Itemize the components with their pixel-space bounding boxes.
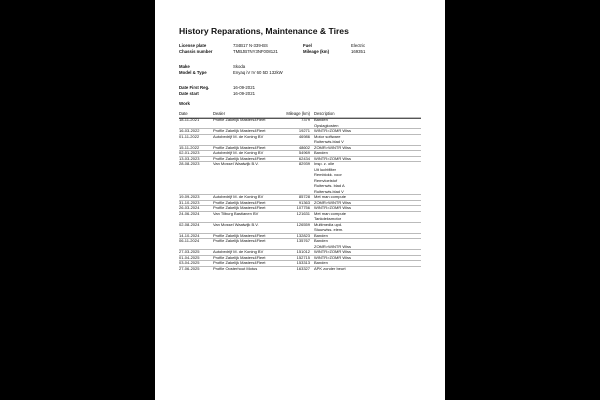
work-section-label: Work (179, 101, 190, 106)
row-description: Opslagkosten (314, 122, 339, 128)
header-description: Description (314, 111, 335, 116)
chassis-label: Chassis number (179, 49, 213, 54)
row-description: APK zonder beurt (314, 265, 346, 271)
row-description: Ruitenwis.blad V (314, 188, 344, 194)
date-start-label: Date start (179, 91, 199, 96)
row-dealer: Autobedrijf M. de Koning BV (213, 194, 264, 199)
row-dealer: Profile Zakelijk Masters4Fleet (213, 232, 266, 238)
row-dealer: Profile Zakelijk Masters4Fleet (213, 205, 266, 210)
row-mileage: 153313 (296, 260, 310, 265)
row-dealer: Autobedrijf M. de Koning BV (213, 249, 264, 254)
make-label: Make (179, 64, 190, 69)
row-description: Met man compute (314, 194, 347, 199)
row-date: 01-04-2025 (179, 254, 200, 260)
row-description: Ruitenwis. blad A (314, 183, 345, 188)
row-date: 15-11-2022 (179, 144, 200, 150)
row-mileage: 91363 (298, 199, 310, 205)
row-description: Stuurwiss. elem. (314, 227, 344, 232)
header-dealer: Dealer (213, 111, 226, 116)
row-date: 03-04-2025 (179, 260, 200, 265)
row-dealer: Van Mossel Waalwijk B.V. (213, 221, 259, 227)
row-description: Met man compute (314, 210, 347, 216)
row-description: WINTR>ZOMR Wiss (314, 155, 351, 161)
row-date: 14-10-2024 (179, 232, 200, 238)
fuel-value: Electric (351, 43, 366, 48)
row-dealer: Profile Zakelijk Masters4Fleet (213, 260, 266, 265)
model-label: Model & Type (179, 70, 207, 75)
license-plate-label: License plate (179, 43, 207, 48)
row-date: 19-09-2023 (179, 194, 200, 199)
row-dealer: Van Tilburg Bastianen BV (213, 210, 259, 216)
row-mileage: 135767 (296, 238, 310, 243)
row-dealer: Profile Zakelijk Masters4Fleet (213, 117, 266, 122)
row-date: 16-03-2022 (179, 128, 200, 133)
header-mileage: Mileage (km) (286, 111, 310, 116)
mileage-value: 169351 (351, 49, 366, 54)
row-date: 28-08-2023 (179, 161, 200, 166)
model-value: Enyaq iV IV 60 5D 132kW (233, 70, 283, 75)
header-date: Date (179, 111, 188, 116)
chassis-value: TMBJB7NY3NF008121 (233, 49, 278, 54)
row-mileage: 19271 (298, 128, 310, 133)
row-description: Multimedia upd. (314, 221, 343, 227)
row-date: 31-10-2023 (179, 199, 200, 205)
table-row (179, 134, 421, 145)
row-mileage: 82939 (298, 161, 310, 166)
row-dealer: Profile Zakelijk Masters4Fleet (213, 199, 266, 205)
row-date: 24-06-2024 (179, 210, 200, 216)
row-description: WINTR>ZOMR Wiss (314, 205, 351, 210)
row-description: Tankdeksmotor (314, 216, 342, 221)
row-description: ZOMR>WINTR Wiss (314, 199, 351, 205)
row-dealer: Van Mossel Waalwijk B.V. (213, 161, 259, 166)
row-mileage: 107756 (296, 205, 310, 210)
date-start-value: 16-09-2021 (233, 91, 255, 96)
row-date: 06-11-2024 (179, 238, 200, 243)
row-description: Ruitenwis.blad V (314, 139, 344, 144)
row-dealer: Autobedrijf M. de Koning BV (213, 133, 264, 139)
table-row (179, 211, 421, 222)
row-date: 02-08-2024 (179, 221, 200, 227)
row-mileage: 48602 (298, 144, 310, 150)
row-mileage: 85728 (298, 194, 310, 199)
row-dealer: Profile Zakelijk Masters4Fleet (213, 128, 266, 133)
row-description: Insp. z. olie (314, 161, 335, 166)
license-plate-value: 734B17 N-339-BS (233, 43, 268, 48)
row-mileage: 46986 (298, 133, 310, 139)
row-mileage: 54969 (298, 150, 310, 155)
row-date: 02-01-2023 (179, 150, 200, 155)
row-description: Motor software (314, 133, 341, 139)
row-description: ZOMR>WINTR Wiss (314, 243, 351, 249)
make-value: Skoda (233, 64, 246, 69)
row-date: 27-06-2025 (179, 265, 200, 271)
row-description: ZOMR>WINTR Wiss (314, 144, 351, 150)
row-mileage: 163327 (296, 265, 310, 271)
row-mileage: 152715 (296, 254, 310, 260)
row-dealer: Profile Zakelijk Masters4Fleet (213, 155, 266, 161)
row-dealer: Profile Oosterhout Motus (213, 265, 258, 271)
row-description: Remblokk. voor (314, 172, 342, 177)
row-date: 26-03-2024 (179, 205, 200, 210)
row-description: WINTR>ZOMR Wiss (314, 254, 351, 260)
row-description: Remvloeistof (314, 177, 338, 183)
row-mileage: 62434 (298, 155, 310, 161)
row-date: 13-03-2023 (179, 155, 200, 161)
row-mileage: 132823 (296, 232, 310, 238)
row-dealer: Profile Zakelijk Masters4Fleet (213, 254, 266, 260)
history-document (155, 0, 445, 400)
row-date: 18-11-2021 (179, 117, 200, 122)
table-row (179, 238, 421, 249)
row-description: Banden (314, 238, 328, 243)
fuel-label: Fuel (303, 43, 312, 48)
row-mileage: 126559 (296, 221, 310, 227)
row-dealer: Profile Zakelijk Masters4Fleet (213, 238, 266, 243)
row-description: Banden (314, 150, 328, 155)
row-mileage: 7379 (301, 117, 310, 122)
row-description: WINTR>ZOMR Wiss (314, 128, 351, 133)
table-row (179, 222, 421, 233)
mileage-label: Mileage (km) (303, 49, 330, 54)
row-description: Banden (314, 232, 328, 238)
table-row (179, 161, 421, 194)
table-row (179, 266, 421, 272)
work-table-body (179, 117, 421, 271)
row-description: Banden (314, 117, 328, 122)
row-description: WINTR>ZOMR Wiss (314, 249, 351, 254)
first-reg-label: Date First Reg. (179, 85, 210, 90)
row-mileage: 121631 (296, 210, 310, 216)
first-reg-value: 16-09-2021 (233, 85, 255, 90)
row-dealer: Profile Zakelijk Masters4Fleet (213, 144, 266, 150)
table-row (179, 117, 421, 128)
row-date: 27-03-2025 (179, 249, 200, 254)
document-title: History Reparations, Maintenance & Tires (179, 26, 349, 36)
row-description: Uit luchtfilter (314, 166, 337, 172)
row-date: 01-11-2022 (179, 133, 200, 139)
row-description: Banden (314, 260, 328, 265)
row-dealer: Autobedrijf M. de Koning BV (213, 150, 264, 155)
row-mileage: 151012 (296, 249, 310, 254)
